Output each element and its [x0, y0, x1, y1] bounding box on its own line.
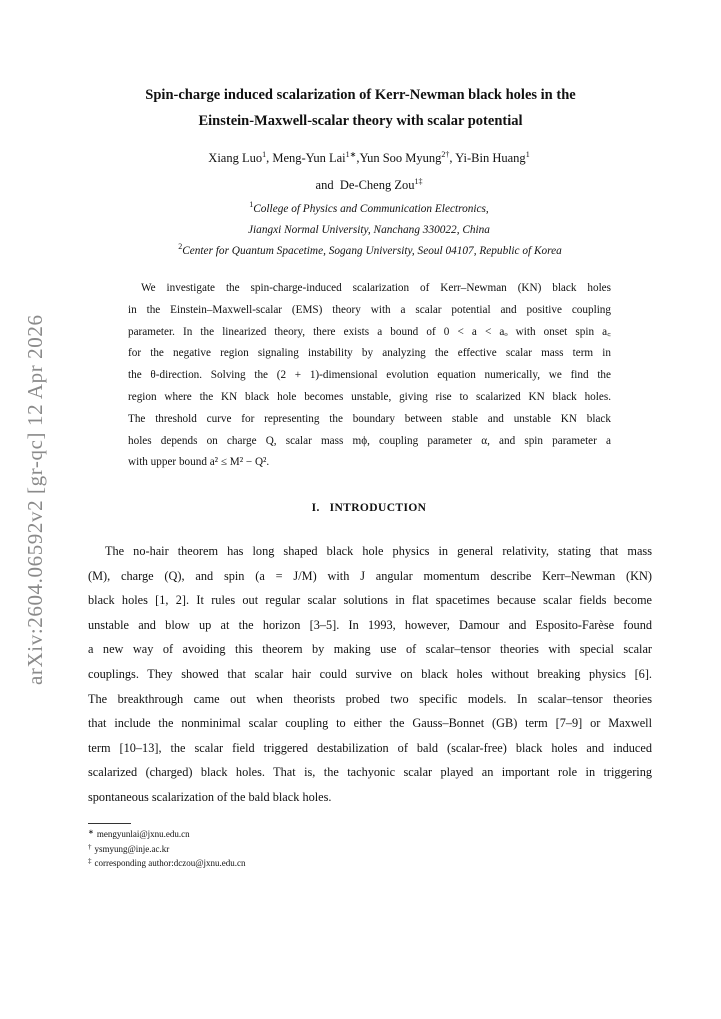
- footnote-email-link[interactable]: ysmyung@inje.ac.kr: [94, 844, 170, 854]
- body-text-line: unstable and blow up at the horizon [3–5]. In 1993, however, Damour and Esposito-Farèse found: [88, 617, 652, 632]
- section-number: I.: [311, 502, 320, 514]
- body-text-line: black holes [1, 2]. It rules out regular scalar solutions in flat spacetimes because scalar fields become: [88, 593, 652, 608]
- and-conjunction: and: [315, 178, 334, 192]
- author-name: Meng-Yun Lai: [272, 151, 346, 165]
- arxiv-identifier-stamp: arXiv:2604.06592v2 [gr-qc] 12 Apr 2026: [23, 314, 47, 686]
- affiliation-mark: 2: [178, 242, 183, 251]
- body-text-line: The breakthrough came out when theorists probed two specific models. In scalar–tensor theories: [88, 691, 652, 706]
- body-text-line: term [10–13], the scalar field triggered destabilization of bald (scalar-free) black holes and induced: [88, 740, 652, 755]
- footnote-email-link[interactable]: corresponding author:dczou@jxnu.edu.cn: [94, 858, 246, 868]
- body-text-line: spontaneous scalarization of the bald black holes.: [88, 789, 332, 804]
- author-affiliation-mark: 1: [525, 150, 530, 159]
- footnote: [88, 828, 190, 839]
- footnote: [88, 843, 169, 854]
- footnote-mark: ∗: [88, 828, 94, 836]
- affiliation-2: [0, 242, 721, 257]
- section-title: INTRODUCTION: [329, 502, 427, 514]
- author-list-continued: [0, 178, 721, 193]
- abstract-line: in the Einstein–Maxwell-scalar (EMS) theory with a scalar potential and positive coupling: [128, 303, 611, 316]
- abstract-line: with upper bound a² ≤ M² − Q².: [128, 456, 270, 469]
- author-name: Xiang Luo: [208, 151, 263, 165]
- abstract-line: the θ-direction. Solving the (2 + 1)-dimensional evolution equation numerically, we find the: [128, 369, 611, 382]
- footnote-mark: †: [88, 843, 92, 851]
- author-affiliation-mark: 1∗: [345, 150, 357, 159]
- abstract-line: holes depends on charge Q, scalar mass mϕ, coupling parameter α, and spin parameter a: [128, 434, 611, 447]
- footnote-divider: [88, 823, 131, 824]
- footnote: [88, 857, 246, 868]
- paper-title-line-1: Spin-charge induced scalarization of Kerr-Newman black holes in the: [145, 87, 576, 103]
- affiliation-mark: 1: [249, 200, 254, 209]
- affiliation-1-address: Jiangxi Normal University, Nanchang 330022, China: [248, 224, 490, 236]
- introduction-paragraph: [88, 542, 652, 813]
- author-affiliation-mark: 2†: [441, 150, 450, 159]
- abstract-line: parameter. In the linearized theory, there exists a bound of 0 < a < aₒ with onset spin a꜀: [128, 325, 611, 338]
- abstract: [128, 278, 611, 474]
- author-list: Xiang Luo$^1$, Meng-Yun Lai$^{1∗}$,Yun Soo Myung$^{2\dagger}$, Yi-Bin Huang$^1$: [208, 150, 530, 165]
- footnote-mark: ‡: [88, 857, 92, 865]
- body-text-line: couplings. They showed that scalar hair could survive on black holes without breaking physics [6].: [88, 666, 652, 681]
- abstract-line: region where the KN black hole becomes unstable, giving rise to scalarized KN black holes.: [128, 390, 611, 403]
- body-text-line: a new way of avoiding this theorem by making use of scalar–tensor theories with special scalar: [88, 642, 652, 657]
- affiliation-1: [0, 200, 721, 215]
- body-text-line: scalarized (charged) black holes. That is, the tachyonic scalar played an important role in triggering: [88, 765, 652, 780]
- abstract-line: for the negative region signaling instability by analyzing the effective scalar mass term in: [128, 347, 611, 360]
- body-text-line: The no-hair theorem has long shaped black hole physics in general relativity, stating that mass: [105, 544, 652, 558]
- author-affiliation-mark: 1: [262, 150, 267, 159]
- author-name: Yun Soo Myung: [359, 151, 442, 165]
- abstract-line: The threshold curve for representing the boundary between stable and unstable KN black: [128, 412, 611, 425]
- body-text-line: that include the nonminimal scalar coupling to either the Gauss–Bonnet (GB) term [7–9] or Maxwell: [88, 716, 652, 731]
- affiliation-text: Center for Quantum Spacetime, Sogang University, Seoul 04107, Republic of Korea: [182, 245, 562, 257]
- affiliation-text: College of Physics and Communication Electronics,: [253, 203, 489, 215]
- section-heading: [0, 502, 721, 514]
- paper-title-line-2: Einstein-Maxwell-scalar theory with scalar potential: [198, 113, 523, 129]
- abstract-line: We investigate the spin-charge-induced scalarization of Kerr–Newman (KN) black holes: [141, 282, 611, 294]
- body-text-line: (M), charge (Q), and spin (a = J/M) with J angular momentum describe Kerr–Newman (KN): [88, 568, 652, 583]
- author-name: Yi-Bin Huang: [455, 151, 526, 165]
- author-affiliation-mark: 1‡: [414, 177, 423, 186]
- author-name: De-Cheng Zou: [339, 178, 415, 192]
- footnote-email-link[interactable]: mengyunlai@jxnu.edu.cn: [96, 829, 190, 839]
